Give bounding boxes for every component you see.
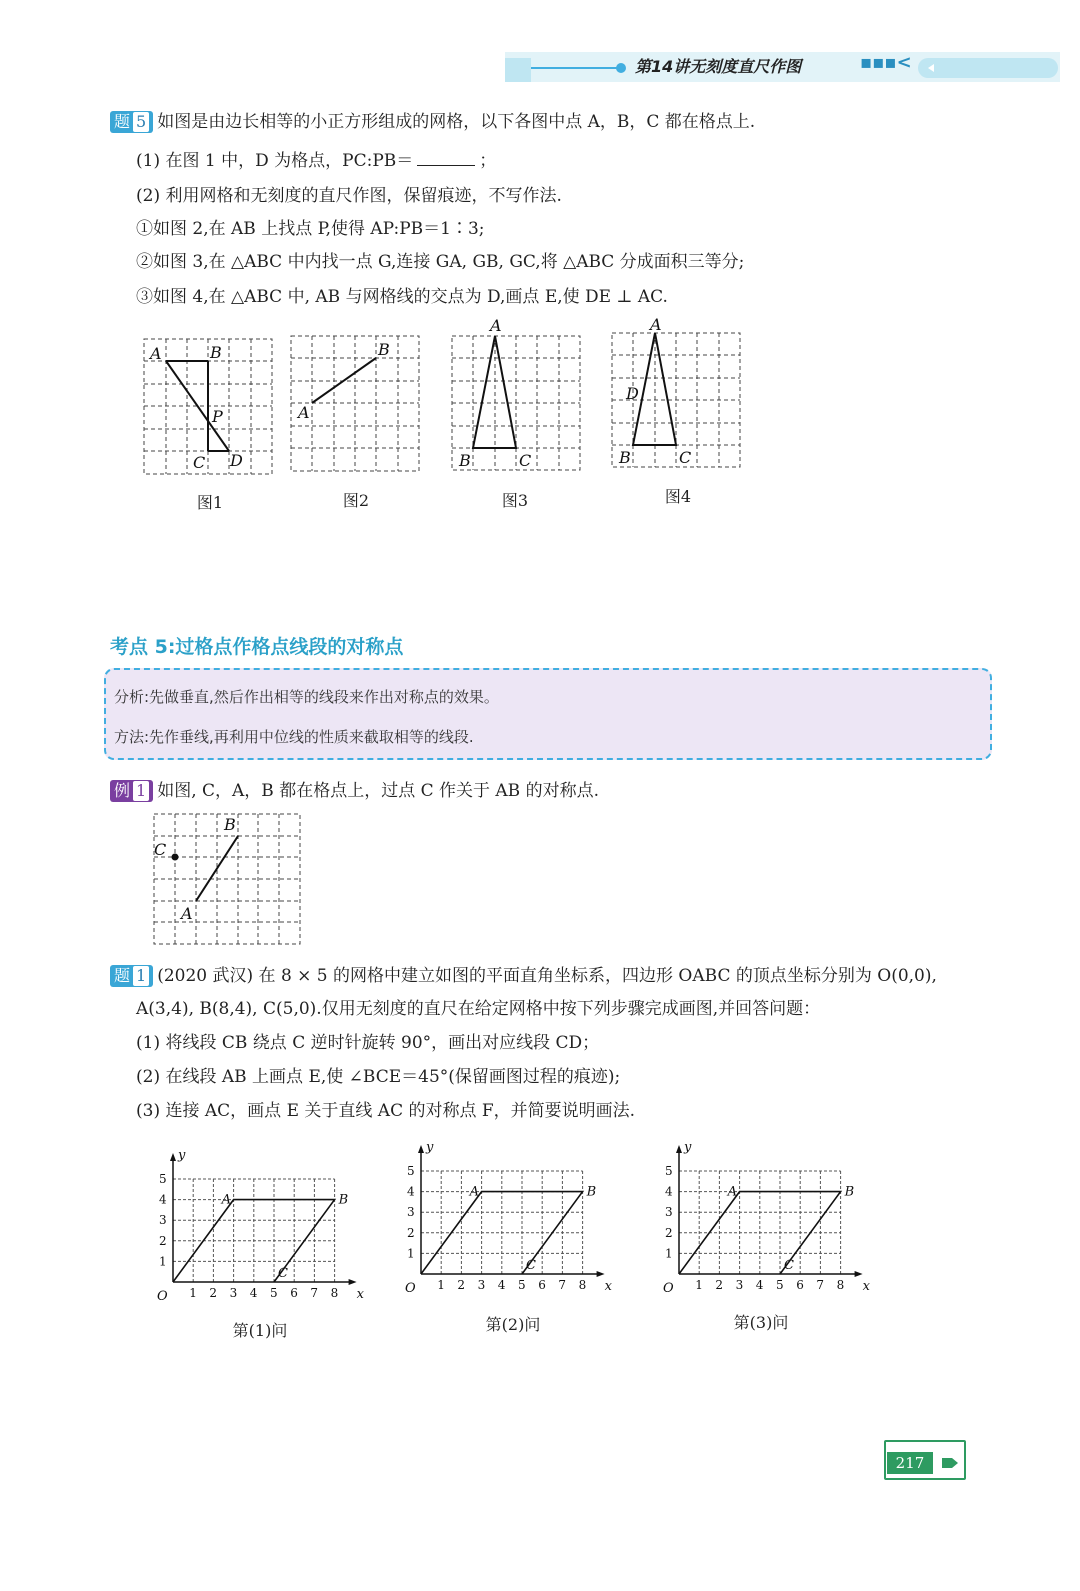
fig4-label-C: C	[679, 448, 692, 467]
example1-figure	[148, 808, 308, 948]
point-label-A: A	[727, 1184, 737, 1200]
answer-blank[interactable]	[417, 165, 475, 166]
y-tick-label: 1	[407, 1246, 415, 1261]
header-title: 第14讲无刻度直尺作图	[635, 57, 802, 76]
method-text: 方法:先作垂线,再利用中位线的性质来截取相等的线段.	[114, 728, 474, 746]
x-tick-label: 5	[518, 1278, 526, 1292]
fig3-label-B: B	[459, 451, 471, 470]
fig1-label-C: C	[193, 453, 206, 472]
figure-1	[135, 330, 285, 485]
x-tick-label: 6	[290, 1286, 298, 1300]
x-tick-label: 6	[796, 1278, 804, 1292]
point-label-B: B	[844, 1184, 855, 1200]
fig3-label-A: A	[490, 316, 502, 335]
coord-graph-1	[145, 1135, 375, 1310]
point-label-A: A	[469, 1184, 479, 1200]
figure-3	[444, 315, 589, 480]
x-tick-label: 1	[189, 1286, 197, 1300]
y-tick-label: 4	[407, 1184, 415, 1199]
fig1-label-A: A	[150, 344, 162, 363]
page-number: 217	[887, 1452, 933, 1474]
problem5-q1: (1) 在图 1 中，D 为格点，PC:PB＝ ；	[136, 151, 497, 171]
problem1-tag: 题 1	[110, 965, 153, 987]
y-tick-label: 4	[665, 1184, 673, 1199]
fig1-caption: 图1	[196, 493, 224, 512]
fig3-caption: 图3	[501, 491, 529, 510]
x-tick-label: 7	[558, 1278, 567, 1292]
x-tick-label: 2	[457, 1278, 466, 1292]
problem5-intro-line: 题 5 如图是由边长相等的小正方形组成的网格，以下各图中点 A，B，C 都在格点上.	[110, 107, 755, 133]
x-tick-label: 3	[477, 1278, 486, 1292]
example1-line: 例 1 如图, C，A，B 都在格点上，过点 C 作关于 AB 的对称点.	[110, 776, 599, 802]
graph2-caption: 第(2)问	[485, 1315, 541, 1334]
y-tick-label: 5	[159, 1172, 167, 1186]
x-tick-label: 4	[755, 1278, 764, 1292]
x-axis-label: x	[862, 1279, 870, 1294]
fig4-caption: 图4	[664, 487, 692, 506]
y-tick-label: 4	[159, 1192, 167, 1207]
example1-label-B: B	[224, 815, 236, 834]
coord-graph-2	[393, 1127, 623, 1302]
fig2-caption: 图2	[342, 491, 370, 510]
graph1-caption: 第(1)问	[232, 1321, 288, 1340]
y-tick-label: 3	[159, 1213, 167, 1228]
x-tick-label: 7	[310, 1286, 319, 1300]
problem1-q1: (1) 将线段 CB 绕点 C 逆时针旋转 90°，画出对应线段 CD；	[136, 1033, 600, 1053]
header-tab	[918, 56, 1058, 80]
x-axis-label: x	[356, 1287, 364, 1302]
y-axis-label: y	[684, 1140, 692, 1155]
point-label-B: B	[338, 1192, 349, 1208]
fig1-label-D: D	[230, 451, 243, 470]
x-tick-label: 8	[330, 1286, 339, 1300]
x-tick-label: 3	[735, 1278, 744, 1292]
y-tick-label: 2	[407, 1225, 415, 1240]
problem1-line1: 题 1 (2020 武汉) 在 8 × 5 的网格中建立如图的平面直角坐标系，四边形 OABC 的顶点坐标分别为 O(0,0),	[110, 961, 937, 987]
point-label-C: C	[278, 1266, 288, 1281]
fig2-label-B: B	[378, 340, 390, 359]
y-tick-label: 2	[665, 1225, 673, 1240]
problem1-line2: A(3,4), B(8,4), C(5,0).仅用无刻度的直尺在给定网格中按下列步骤完成画图,并回答问题：	[136, 999, 821, 1019]
y-axis-label: y	[178, 1148, 186, 1163]
header-arrows: ▪▪▪<	[860, 52, 912, 73]
figure-4	[604, 315, 749, 480]
x-tick-label: 1	[695, 1278, 703, 1292]
fig4-label-D: D	[626, 384, 639, 403]
page-arrow-icon	[938, 1452, 964, 1474]
example1-label-C: C	[154, 840, 167, 859]
point-label-C: C	[784, 1258, 794, 1273]
y-axis-label: y	[426, 1140, 434, 1155]
problem5-q2a: ①如图 2,在 AB 上找点 P,使得 AP:PB＝1∶3;	[136, 219, 485, 239]
problem5-q2: (2) 利用网格和无刻度的直尺作图，保留痕迹，不写作法.	[136, 186, 562, 206]
fig1-label-P: P	[212, 407, 223, 426]
x-tick-label: 4	[249, 1286, 258, 1300]
section-title: 考点 5:过格点作格点线段的对称点	[110, 636, 404, 658]
y-tick-label: 2	[159, 1233, 167, 1248]
y-tick-label: 5	[407, 1164, 415, 1178]
fig4-label-A: A	[650, 315, 662, 334]
problem1-q3: (3) 连接 AC，画点 E 关于直线 AC 的对称点 F，并简要说明画法.	[136, 1101, 636, 1121]
x-tick-label: 4	[497, 1278, 506, 1292]
x-tick-label: 5	[776, 1278, 784, 1292]
fig1-label-B: B	[210, 343, 222, 362]
origin-label: O	[663, 1281, 674, 1296]
figure-2	[283, 328, 433, 483]
example1-tag: 例 1	[110, 780, 153, 802]
y-tick-label: 1	[665, 1246, 673, 1261]
x-tick-label: 8	[836, 1278, 845, 1292]
fig3-label-C: C	[519, 451, 532, 470]
analysis-box	[104, 668, 992, 760]
origin-label: O	[157, 1289, 168, 1304]
x-tick-label: 2	[715, 1278, 724, 1292]
x-tick-label: 2	[209, 1286, 218, 1300]
point-label-B: B	[586, 1184, 597, 1200]
example1-label-A: A	[181, 904, 193, 923]
x-tick-label: 1	[437, 1278, 445, 1292]
graph3-caption: 第(3)问	[733, 1313, 789, 1332]
origin-label: O	[405, 1281, 416, 1296]
problem1-q2: (2) 在线段 AB 上画点 E,使 ∠BCE＝45°(保留画图过程的痕迹);	[136, 1067, 621, 1087]
x-tick-label: 3	[229, 1286, 238, 1300]
problem5-q2b: ②如图 3,在 △ABC 中内找一点 G,连接 GA, GB, GC,将 △ABC 分成面积三等分;	[136, 252, 745, 272]
coord-graph-3	[651, 1127, 881, 1302]
y-tick-label: 5	[665, 1164, 673, 1178]
y-tick-label: 3	[407, 1205, 415, 1220]
point-label-C: C	[526, 1258, 536, 1273]
problem5-q2c: ③如图 4,在 △ABC 中, AB 与网格线的交点为 D,画点 E,使 DE ⊥ AC.	[136, 287, 668, 307]
x-tick-label: 6	[538, 1278, 546, 1292]
point-label-A: A	[221, 1192, 231, 1208]
x-tick-label: 5	[270, 1286, 278, 1300]
y-tick-label: 1	[159, 1254, 167, 1269]
analysis-text: 分析:先做垂直,然后作出相等的线段来作出对称点的效果。	[114, 688, 499, 706]
x-tick-label: 7	[816, 1278, 825, 1292]
problem5-tag: 题 5	[110, 111, 153, 133]
fig2-label-A: A	[298, 403, 310, 422]
x-axis-label: x	[604, 1279, 612, 1294]
fig4-label-B: B	[619, 448, 631, 467]
x-tick-label: 8	[578, 1278, 587, 1292]
y-tick-label: 3	[665, 1205, 673, 1220]
